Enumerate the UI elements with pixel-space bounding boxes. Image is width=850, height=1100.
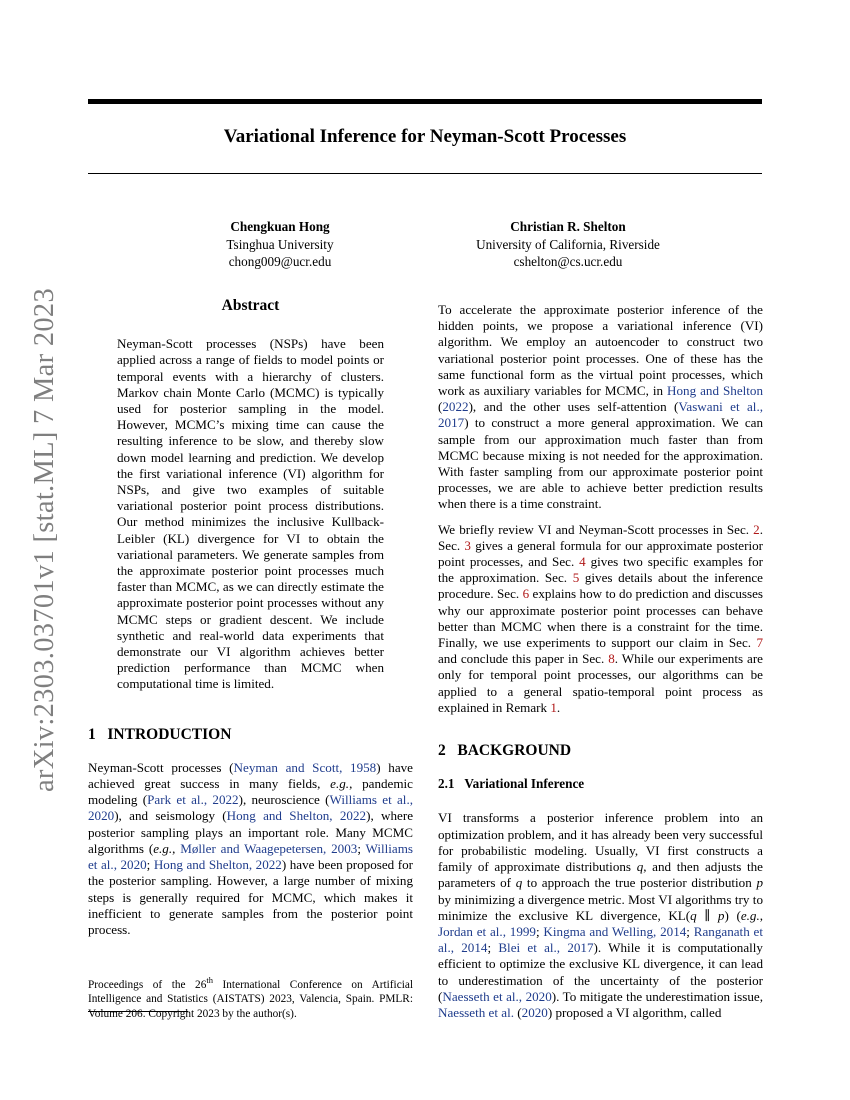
right-column xyxy=(438,302,763,1021)
citation-link[interactable]: Hong and Shelton xyxy=(667,383,764,399)
citation-link[interactable]: Park et al., 2022 xyxy=(147,792,239,808)
section-ref-link[interactable]: 3 xyxy=(464,537,471,553)
footnote-proceedings: Proceedings of the 26th International Conference on Artificial Intelligence and Statistics (AISTATS) 2023, Valencia, Spain. PMLR: Volume 206. Copyright 2023 by the author(s). xyxy=(88,975,413,1020)
abstract-heading: Abstract xyxy=(221,297,280,314)
author-block-1 xyxy=(130,218,430,271)
remark-ref-link[interactable]: 1 xyxy=(550,699,557,715)
author-email: cshelton@cs.ucr.edu xyxy=(513,254,623,269)
citation-link[interactable]: Jordan et al., 1999 xyxy=(438,923,536,939)
body-paragraph: VI transforms a posterior inference problem into an optimization problem, and it has already been very successful for probabilistic modeling. Usually, VI first constructs a family of approximate distributions q, and then adjusts the parameters of q to approach the true posterior distribution p by minimizing a divergence metric. Most VI algorithms try to minimize the exclusive KL divergence, KL(q ∥ p) (e.g., Jordan et al., 1999; Kingma and Welling, 2014; Ranganath et al., 2014; Blei et al., 2017). While it is computationally efficient to optimize the exclusive KL divergence, it can lead to underestimation of the uncertainty of the posterior (Naesseth et al., 2020). To mitigate the underestimation issue, Naesseth et al. (2020) proposed a VI algorithm, called xyxy=(438,810,763,1020)
citation-link[interactable]: Hong and Shelton, 2022 xyxy=(226,808,367,824)
body-paragraph: We briefly review VI and Neyman-Scott processes in Sec. 2. Sec. 3 gives a general formula for our approximate posterior point processes, and Sec. 4 gives two specific examples for the approximation. Sec. 5 gives details about the inference procedure. Sec. 6 explains how to do prediction and discusses why our approximate posterior point processes can behave better than MCMC when there is a constraint for the time. Finally, we use experiments to support our claim in Sec. 7 and conclude this paper in Sec. 8. While our experiments are only for temporal point processes, our algorithms can be applied to a general spatio-temporal point process as explained in Remark 1. xyxy=(438,521,764,715)
subsection-number: 2.1 xyxy=(438,776,455,792)
subsection-title: Variational Inference xyxy=(464,776,585,792)
section-ref-link[interactable]: 7 xyxy=(756,635,763,651)
author-email: chong009@ucr.edu xyxy=(228,254,332,269)
citation-link[interactable]: Hong and Shelton, 2022 xyxy=(153,857,282,873)
author-affiliation: University of California, Riverside xyxy=(476,236,660,252)
section-title: BACKGROUND xyxy=(457,742,572,760)
citation-link[interactable]: 2022 xyxy=(442,399,469,415)
abstract-text: Neyman-Scott processes (NSPs) have been applied across a range of fields to model points or temporal events with a hierarchy of clusters. Markov chain Monte Carlo (MCMC) is typically used for posterior sampling in the model. However, MCMC’s mixing time can cause the resulting inference to be slow, and thereby slow down model learning and prediction. We develop the first variational inference (VI) algorithm for NSPs, and give two examples of suitable variational posterior point process distributions. Our method minimizes the inclusive Kullback-Leibler (KL) divergence for VI to obtain the variational parameters. We generate samples from the approximate posterior point processes much faster than MCMC, as we can directly estimate the approximate posterior point processes without any MCMC steps or gradient descent. We include synthetic and real-world data experiments that demonstrate our VI algorithm achieves better prediction performance than MCMC when computational time is limited. xyxy=(117,336,384,692)
section-ref-link[interactable]: 5 xyxy=(572,570,580,586)
author-name: Christian R. Shelton xyxy=(510,219,626,234)
author-affiliation: Tsinghua University xyxy=(226,236,334,252)
intro-paragraph: Neyman-Scott processes (Neyman and Scott, 1958) have achieved great success in many fields, e.g., pandemic modeling (Park et al., 2022), neuroscience (Williams et al., 2020), and seismology (Hong and Shelton, 2022), where posterior sampling plays an important role. Many MCMC algorithms (e.g., Møller and Waagepetersen, 2003; Williams et al., 2020; Hong and Shelton, 2022) have been proposed for the posterior sampling. However, a large number of mixing steps is generally required for MCMC, which makes it inefficient to generate samples from the posterior point process. xyxy=(88,759,414,937)
section-heading-intro xyxy=(88,727,413,743)
section-ref-link[interactable]: 2 xyxy=(753,521,760,537)
arxiv-stamp: arXiv:2303.03701v1 [stat.ML] 7 Mar 2023 xyxy=(29,287,60,793)
author-block-2 xyxy=(418,218,718,271)
citation-link[interactable]: Ranganath et al., 2014 xyxy=(438,923,763,956)
subsection-heading-vi xyxy=(438,776,763,792)
title-bottom-rule xyxy=(88,173,762,174)
author-name: Chengkuan Hong xyxy=(230,219,330,234)
section-number: 1 xyxy=(88,725,96,743)
section-ref-link[interactable]: 4 xyxy=(579,554,586,570)
citation-link[interactable]: Williams et al., 2020 xyxy=(88,792,413,824)
section-number: 2 xyxy=(438,742,446,760)
title-top-rule xyxy=(88,99,762,104)
body-paragraph: To accelerate the approximate posterior inference of the hidden points, we propose a variational inference (VI) algorithm. We employ an autoencoder to construct two variational posterior point processes. One of these has the same functional form as the virtual point processes, which work as auxiliary variables for MCMC, in Hong and Shelton (2022), and the other uses self-attention (Vaswani et al., 2017) to construct a more general approximation. We can sample from our approximation much faster than from MCMC because mixing is not needed for the approximation. With faster sampling from our approximate posterior point processes, we are able to achieve better prediction results when there is a time constraint. xyxy=(438,302,764,512)
citation-link[interactable]: Blei et al., 2017 xyxy=(498,940,594,956)
citation-link[interactable]: Møller and Waagepetersen, 2003 xyxy=(180,840,358,856)
citation-link[interactable]: 2020 xyxy=(521,1004,548,1020)
paper-title: Variational Inference for Neyman-Scott Processes xyxy=(223,126,627,147)
left-column xyxy=(88,298,413,938)
section-ref-link[interactable]: 8 xyxy=(608,651,615,667)
section-heading-background xyxy=(438,743,763,759)
section-title: INTRODUCTION xyxy=(107,725,232,743)
section-ref-link[interactable]: 6 xyxy=(522,586,530,602)
citation-link[interactable]: Kingma and Welling, 2014 xyxy=(543,923,687,939)
citation-link[interactable]: Naesseth et al. xyxy=(438,1004,514,1020)
citation-link[interactable]: Naesseth et al., 2020 xyxy=(442,988,552,1004)
citation-link[interactable]: Neyman and Scott, 1958 xyxy=(233,759,377,775)
citation-link[interactable]: Williams et al., 2020 xyxy=(88,840,414,873)
citation-link[interactable]: Vaswani et al., 2017 xyxy=(438,399,763,431)
